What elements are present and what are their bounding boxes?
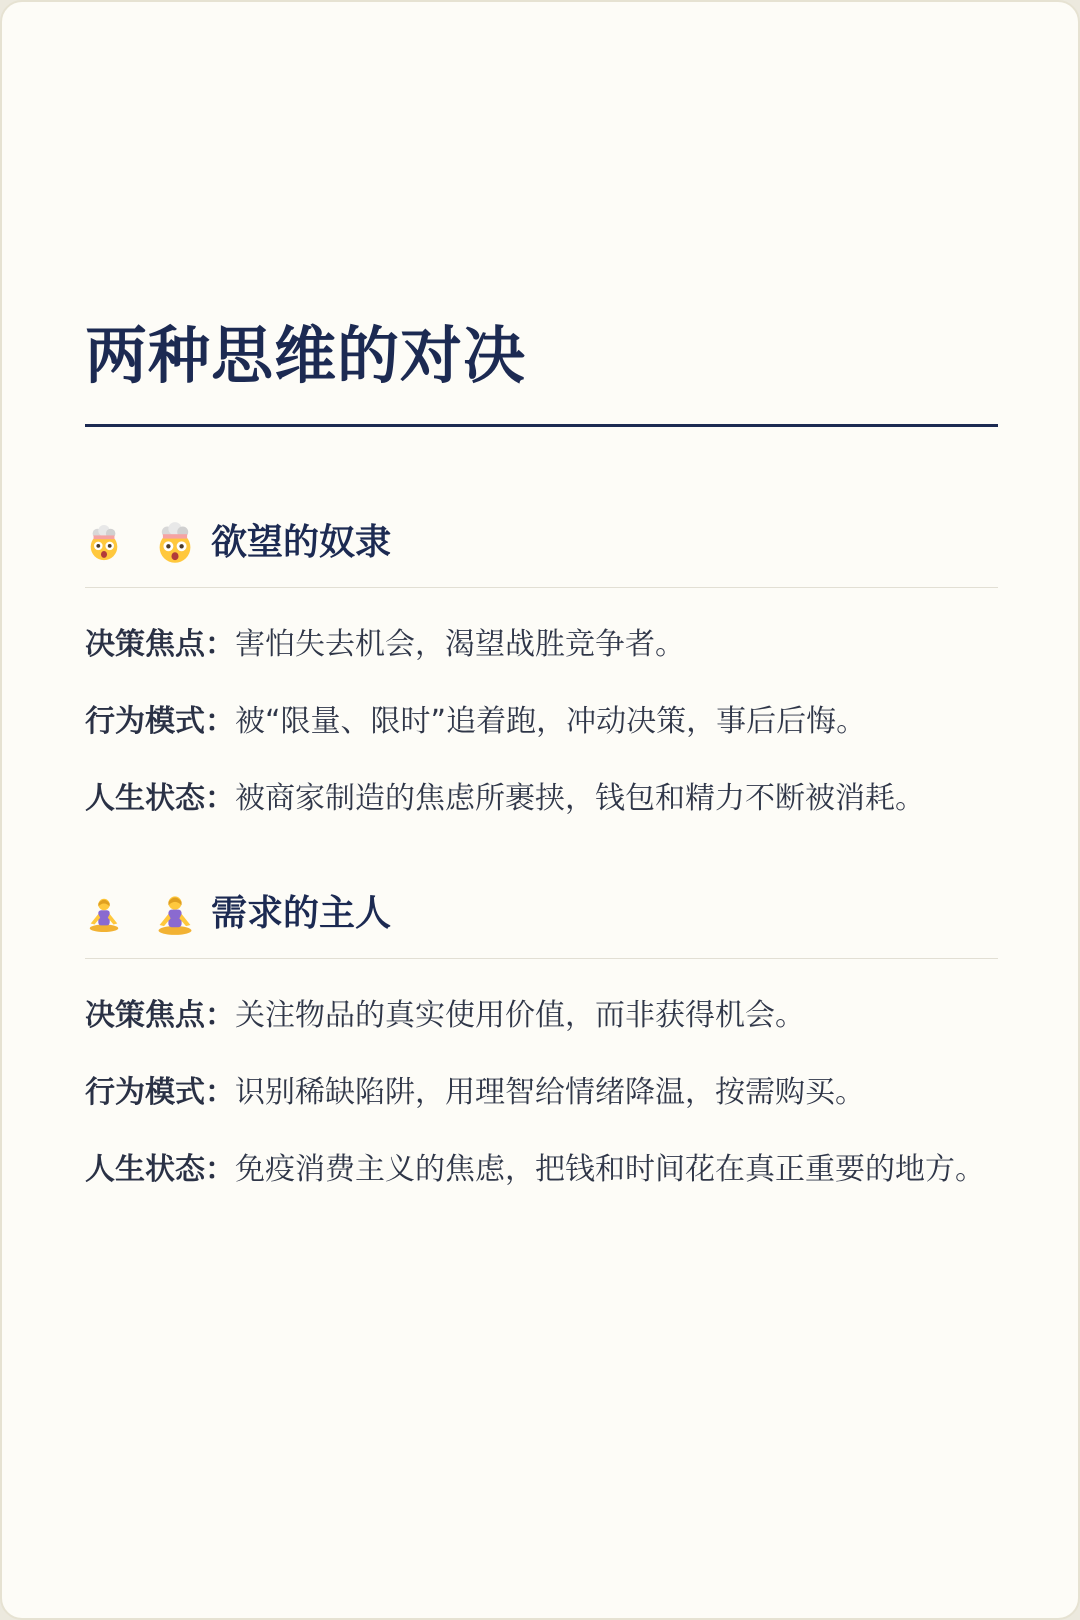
item-label: 决策焦点：	[85, 998, 235, 1033]
item-text: 被“限量、限时”追着跑，冲动决策，事后后悔。	[235, 704, 867, 739]
list-item-life-state	[85, 1143, 998, 1197]
section-desire-slave	[85, 517, 998, 826]
person-in-lotus-position-icon	[153, 892, 197, 936]
mind-blown-icon	[153, 521, 197, 565]
list-item-behavior-pattern	[85, 1066, 998, 1120]
item-text: 害怕失去机会，渴望战胜竞争者。	[235, 627, 685, 662]
list-item-decision-focus	[85, 618, 998, 672]
title-divider	[85, 424, 998, 427]
section-title: 需求的主人	[211, 893, 392, 934]
item-text: 免疫消费主义的焦虑，把钱和时间花在真正重要的地方。	[235, 1152, 985, 1187]
item-text: 关注物品的真实使用价值，而非获得机会。	[235, 998, 805, 1033]
item-label: 行为模式：	[85, 704, 235, 739]
mind-blown-icon	[85, 524, 123, 562]
section-header	[85, 517, 998, 569]
list-item-decision-focus	[85, 989, 998, 1043]
section-divider	[85, 587, 998, 588]
item-list	[85, 618, 998, 826]
item-text: 识别稀缺陷阱，用理智给情绪降温，按需购买。	[235, 1075, 865, 1110]
section-header	[85, 888, 998, 940]
section-divider	[85, 958, 998, 959]
list-item-behavior-pattern	[85, 695, 998, 749]
section-title: 欲望的奴隶	[211, 522, 392, 563]
page-title: 两种思维的对决	[85, 319, 527, 392]
item-label: 决策焦点：	[85, 627, 235, 662]
item-label: 行为模式：	[85, 1075, 235, 1110]
section-need-master	[85, 888, 998, 1197]
person-in-lotus-position-icon	[85, 895, 123, 933]
item-label: 人生状态：	[85, 1152, 235, 1187]
content	[85, 320, 998, 1220]
item-list	[85, 989, 998, 1197]
item-text: 被商家制造的焦虑所裹挟，钱包和精力不断被消耗。	[235, 781, 925, 816]
list-item-life-state	[85, 772, 998, 826]
item-label: 人生状态：	[85, 781, 235, 816]
